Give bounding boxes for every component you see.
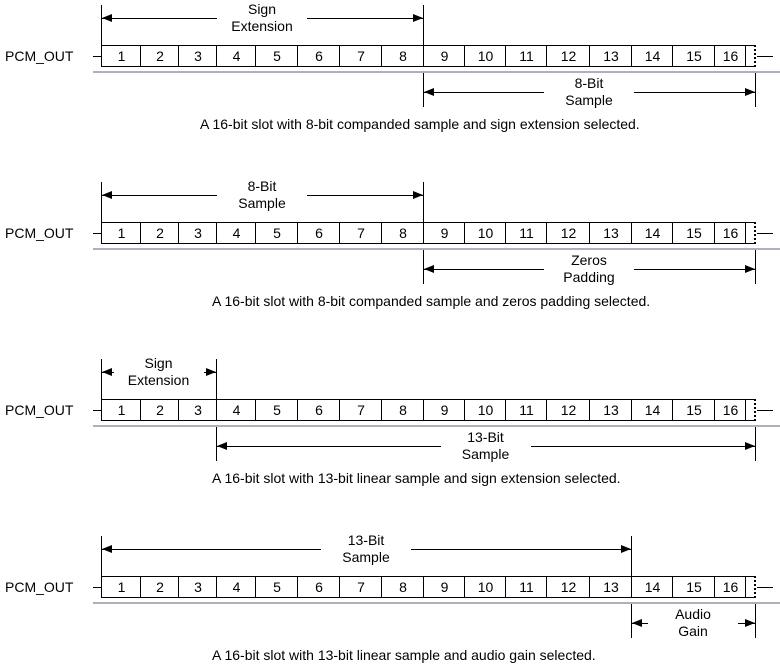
bit-cell-1: 1: [101, 222, 141, 244]
slot-end-line: [745, 399, 746, 421]
signal-lead-in: [93, 233, 101, 234]
bit-cell-9: 9: [423, 222, 465, 244]
bit-cell-9: 9: [423, 399, 465, 421]
bottom-label-line1: 13-Bit: [467, 429, 504, 445]
top-arrow-left-icon: [102, 14, 112, 22]
bottom-label: [648, 606, 738, 640]
bottom-right-tick: [755, 427, 756, 461]
bit-cell-12: 12: [546, 45, 590, 67]
bottom-label-line2: Gain: [678, 623, 708, 639]
bottom-arrow-left-icon: [424, 88, 434, 96]
signal-lead-out: [757, 56, 773, 57]
top-label-line1: 8-Bit: [247, 178, 277, 194]
top-left-tick: [101, 5, 102, 45]
top-left-tick: [101, 359, 102, 399]
slot-underline: [93, 248, 780, 250]
bit-cell-8: 8: [381, 45, 424, 67]
bit-cell-16: 16: [714, 399, 746, 421]
top-label-line1: Sign: [144, 355, 173, 371]
bottom-arrow-left-icon: [632, 619, 642, 627]
bit-cell-1: 1: [101, 45, 141, 67]
bit-cell-14: 14: [631, 576, 673, 598]
bit-cell-7: 7: [339, 222, 382, 244]
bit-cell-7: 7: [339, 399, 382, 421]
bit-cell-3: 3: [178, 45, 217, 67]
bottom-arrow-right-icon: [745, 265, 755, 273]
bit-cell-15: 15: [672, 399, 715, 421]
bit-cell-13: 13: [589, 576, 632, 598]
signal-lead-out: [757, 587, 773, 588]
top-arrow-left-icon: [102, 368, 112, 376]
caption: A 16-bit slot with 8-bit companded sample and zeros padding selected.: [212, 293, 651, 309]
bit-cell-3: 3: [178, 399, 217, 421]
bit-cell-4: 4: [216, 222, 256, 244]
top-arrow-left-icon: [102, 191, 112, 199]
bit-cell-11: 11: [505, 222, 547, 244]
top-label-line2: Extension: [231, 18, 293, 34]
signal-label: PCM_OUT: [5, 48, 74, 64]
signal-lead-in: [93, 56, 101, 57]
bottom-label-line1: 8-Bit: [574, 75, 604, 91]
bit-cell-16: 16: [714, 45, 746, 67]
bottom-arrow-left-icon: [424, 265, 434, 273]
bit-cell-9: 9: [423, 576, 465, 598]
bit-cell-12: 12: [546, 222, 590, 244]
bit-cell-13: 13: [589, 222, 632, 244]
bit-cell-10: 10: [464, 399, 506, 421]
bottom-label: [441, 429, 531, 463]
bottom-label: [544, 252, 634, 286]
bottom-label-line1: Zeros: [571, 252, 607, 268]
bit-cell-14: 14: [631, 222, 673, 244]
bit-cell-8: 8: [381, 576, 424, 598]
caption: A 16-bit slot with 13-bit linear sample and audio gain selected.: [212, 647, 596, 663]
bit-cell-2: 2: [140, 222, 179, 244]
bit-cell-5: 5: [255, 222, 298, 244]
bottom-label: [544, 75, 634, 109]
bit-cell-4: 4: [216, 45, 256, 67]
top-label: [321, 532, 411, 566]
bottom-arrow-right-icon: [745, 442, 755, 450]
slot-end-line: [745, 45, 746, 67]
bit-cell-11: 11: [505, 399, 547, 421]
bit-cell-10: 10: [464, 45, 506, 67]
bit-cell-8: 8: [381, 222, 424, 244]
top-label-line2: Sample: [238, 195, 286, 211]
top-right-tick: [423, 182, 424, 222]
slot-underline: [93, 71, 780, 73]
signal-lead-in: [93, 587, 101, 588]
bit-cell-7: 7: [339, 45, 382, 67]
bit-cell-10: 10: [464, 576, 506, 598]
bit-cell-14: 14: [631, 45, 673, 67]
bottom-arrow-left-icon: [217, 442, 227, 450]
bottom-right-tick: [755, 73, 756, 107]
bit-cell-3: 3: [178, 222, 217, 244]
top-arrow-right-icon: [413, 14, 423, 22]
signal-label: PCM_OUT: [5, 225, 74, 241]
bottom-label-line2: Padding: [563, 269, 615, 285]
bit-cell-5: 5: [255, 576, 298, 598]
bottom-arrow-right-icon: [745, 619, 755, 627]
bit-cell-16: 16: [714, 576, 746, 598]
bottom-arrow-right-icon: [745, 88, 755, 96]
slot-end-dotted: [745, 222, 756, 244]
bit-cell-13: 13: [589, 45, 632, 67]
top-right-tick: [423, 5, 424, 45]
bit-cell-3: 3: [178, 576, 217, 598]
top-left-tick: [101, 182, 102, 222]
bit-cell-4: 4: [216, 576, 256, 598]
bit-cell-10: 10: [464, 222, 506, 244]
bit-cell-12: 12: [546, 576, 590, 598]
bit-cell-13: 13: [589, 399, 632, 421]
bit-cell-16: 16: [714, 222, 746, 244]
bit-cell-14: 14: [631, 399, 673, 421]
bit-cell-15: 15: [672, 576, 715, 598]
slot-end-dotted: [745, 576, 756, 598]
bit-cell-4: 4: [216, 399, 256, 421]
bit-cell-7: 7: [339, 576, 382, 598]
bit-cell-5: 5: [255, 45, 298, 67]
top-left-tick: [101, 536, 102, 576]
bit-cell-1: 1: [101, 576, 141, 598]
bit-cell-6: 6: [297, 45, 340, 67]
slot-end-line: [745, 576, 746, 598]
bit-cell-6: 6: [297, 222, 340, 244]
slot-end-dotted: [745, 399, 756, 421]
top-label: [114, 355, 204, 389]
top-label-line2: Sample: [342, 549, 390, 565]
bit-cell-8: 8: [381, 399, 424, 421]
bit-cell-11: 11: [505, 576, 547, 598]
bit-cell-2: 2: [140, 45, 179, 67]
slot-underline: [93, 602, 780, 604]
bit-cell-6: 6: [297, 576, 340, 598]
top-label: [217, 1, 307, 35]
signal-lead-in: [93, 410, 101, 411]
caption: A 16-bit slot with 8-bit companded sample and sign extension selected.: [200, 116, 640, 132]
bit-cell-5: 5: [255, 399, 298, 421]
top-arrow-right-icon: [206, 368, 216, 376]
signal-lead-out: [757, 233, 773, 234]
bottom-label-line1: Audio: [675, 606, 711, 622]
slot-end-dotted: [745, 45, 756, 67]
bit-cell-12: 12: [546, 399, 590, 421]
bottom-label-line2: Sample: [565, 92, 613, 108]
bit-cell-2: 2: [140, 576, 179, 598]
top-arrow-right-icon: [621, 545, 631, 553]
top-arrow-left-icon: [102, 545, 112, 553]
slot-underline: [93, 425, 780, 427]
bit-cell-11: 11: [505, 45, 547, 67]
top-label-line1: Sign: [247, 1, 277, 17]
bit-cell-6: 6: [297, 399, 340, 421]
top-arrow-right-icon: [413, 191, 423, 199]
signal-lead-out: [757, 410, 773, 411]
top-right-tick: [631, 536, 632, 576]
slot-end-line: [745, 222, 746, 244]
bit-cell-2: 2: [140, 399, 179, 421]
bottom-label-line2: Sample: [461, 446, 510, 462]
bottom-right-tick: [755, 250, 756, 284]
top-label-line2: Extension: [127, 372, 190, 388]
caption: A 16-bit slot with 13-bit linear sample and sign extension selected.: [212, 470, 621, 486]
bottom-right-tick: [755, 604, 756, 638]
bit-cell-15: 15: [672, 45, 715, 67]
bit-cell-1: 1: [101, 399, 141, 421]
top-label: [217, 178, 307, 212]
signal-label: PCM_OUT: [5, 402, 74, 418]
top-label-line1: 13-Bit: [347, 532, 385, 548]
top-right-tick: [216, 359, 217, 399]
bit-cell-15: 15: [672, 222, 715, 244]
bit-cell-9: 9: [423, 45, 465, 67]
signal-label: PCM_OUT: [5, 579, 74, 595]
